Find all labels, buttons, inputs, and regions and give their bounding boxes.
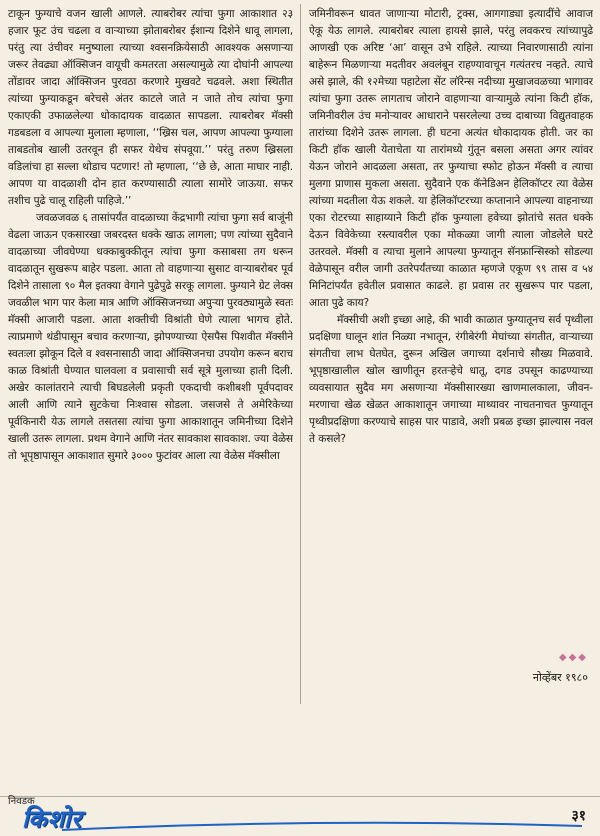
paragraph: जमिनीवरून धावत जाणाऱ्या मोटारी, ट्रक्स, आगगाड्या इत्यादींचे आवाज ऐकू येऊ लागले. त्याबरोबर त्याला हायसे झाले, परंतु लवकरच त्यांच्यापुढे आणखी एक अरिष्ट ‘आ’ वासून उभे राहिले. त्याच्या निवारणासाठी त्यांना बाहेरून मिळणाऱ्या मदतीवर अवलंबून राहण्यावाचून गत्यंतरच नव्हते. त्याचे असे झाले, की १२मेच्या पहाटेला सेंट लॉरेन्स नदीच्या मुखाजवळच्या भागावर त्यांचा फुगा उतरू लागताच जोराने वाहणाऱ्या वाऱ्यामुळे त्यांना किटी हॉक, जमिनीवरील उंच मनोऱ्यावर आधाराने पसरलेल्या उच्च दाबाच्या विद्युतवाहक तारांच्या दिशेने उतरू लागला. ही घटना अत्यंत धोकादायक होती. जर का किटी हॉक खाली येताचेता या तारांमध्ये गुंतून बसला असता अगर त्यांवर येऊन जोराने आदळला असता, तर फुग्याचा स्फोट होऊन मॅक्सी व त्याचा मुलगा प्राणास मुकला असता. सुदैवाने एक कॅनेडिअन हेलिकॉप्टर त्या वेळेस त्यांच्या मदतीला येऊ शकले. या हेलिकॉप्टरच्या कप्तानाने आपल्या वाहनाच्या एका रोटरच्या साहाय्याने किटी हॉक फुग्याला हवेच्या झोतांचे सतत धक्के देऊन विवेकेच्या रस्त्यावरील एका मोकळ्या जागी त्याला जोडलेले घरटे उतरवले. मॅक्सी व त्याचा मुलाने आपल्या फुग्यातून सॅनफ्रान्सिस्को सोडल्या वेळेपासून वरील जागी उतरेपर्यंतच्या काळात म्हणजे एकूण ९९ तास व ५४ मिनिटांपर्यंत हवेतील प्रवासात काढले. हा प्रवास तर सुखरूप पार पडला, आता पुढे काय? [309,8,593,309]
end-diamonds: ◆◆◆ [558,652,588,663]
footer-label: निवडक [8,796,35,807]
article-left-column [8,6,293,776]
footer-divider [0,796,600,797]
paragraph: मॅक्सीची अशी इच्छा आहे, की भावी काळात फुग्यातूनच सर्व पृथ्वीला प्रदक्षिणा घालून शांत निळ्या नभातून, रंगीबेरंगी मेघांच्या संगतीत, वाऱ्याच्या संगतीचा लाभ घेतघेत, दुरून अखिल जगाच्या दर्शनाचे सौख्य मिळवावे. भूपृष्ठाखालील खोल खाणीतून हरतऱ्हेचे धातू, दगड उपसून काढण्याच्या व्यवसायात सुदैव मग असणाऱ्या मॅक्सीसारख्या खाणमालकाला, जीवन-मरणाचा खेळ खेळत आकाशातून जगाच्या माथ्यावर नाचतनाचत फुग्यातून पृथ्वीप्रदक्षिणा करण्याचे साहस पार पाडावे, अशी प्रबळ इच्छा झाल्यास नवल ते कसले? [309,314,593,445]
column-divider [300,4,301,704]
kishor-logo: किशोर [22,804,82,833]
article-right-column [309,6,593,646]
footer-swoosh-decoration [62,816,582,834]
article-date: नोव्हेंबर १९८० [532,671,588,684]
page-number: ३१ [571,808,586,824]
paragraph: टाकून फुग्याचे वजन खाली आणले. त्याबरोबर त्यांचा फुगा आकाशात २३ हजार फूट उंच चढला व वाऱ्याच्या झोताबरोबर ईशान्य दिशेने धावू लागला, परंतु त्या उंचीवर मनुष्याला त्याच्या श्वसनक्रियेसाठी आवश्यक असणाऱ्या जरूर तेवढ्या ऑक्सिजन वायूची कमतरता असल्यामुळे त्या दोघांनी आपल्या तोंडावर जादा ऑक्सिजन पुरवठा करणारे मुखवटे चढवले. अशा स्थितीत त्यांच्या फुग्याकडून बरेचसे अंतर काटले जाते न जाते तोच त्यांचा फुगा एकाएकी उफाळलेल्या धोकादायक वादळात सापडला. त्याबरोबर मॅक्सी गडबडला व आपल्या मुलाला म्हणाला, ‘‘ख्रिस चल, आपण आपल्या फुग्याला ताबडतोब खाली उतरवून ही सफर येथेच संपवूया.’’ परंतु तरुण ख्रिसला वडिलांचा हा सल्ला थोडाच पटणार! तो म्हणाला, ‘‘छे छे, आता माघार नाही. आपण या वादळाशी दोन हात करण्यासाठी त्याला सामोरे जाऊया. सफर तशीच पुढे चालू राहिली पाहिजे.’’ [8,8,293,207]
paragraph: जवळजवळ ६ तासांपर्यंत वादळाच्या केंद्रभागी त्यांचा फुगा सर्व बाजूंनी वेढला जाऊन एकसारखा जबरदस्त धक्के खाऊ लागला; पण त्यांच्या सुदैवाने वादळाच्या जीवघेण्या धक्काबुक्कीतून त्यांचा फुगा कसाबसा तग धरून वादळातून सुखरूप बाहेर पडला. आता तो वाहणाऱ्या सुसाट वाऱ्याबरोबर पूर्व दिशेने तासाला ९० मैल इतक्या वेगाने पुढेपुढे सरकू लागला. फुग्याने ग्रेट लेक्स जवळील भाग पार केला मात्र आणि ऑक्सिजनच्या अपुऱ्या पुरवठ्यामुळे स्वतः मॅक्सी आजारी पडला. आता शक्तीची विश्रांती घेणे त्याला भागच होते. त्याप्रमाणे थंडीपासून बचाव करणाऱ्या, झोपण्याच्या ऐसपैस पिशवीत मॅक्सीने स्वतःला झोकून दिले व श्वसनासाठी जादा ऑक्सिजनचा उपयोग करून बराच काळ विश्रांती घेण्यात घालवला व प्रवासाची सर्व सूत्रे मुलाच्या हाती दिली. अखेर कालांतराने त्याची बिघडलेली प्रकृती एकदाची कशीबशी पूर्वपदावर आली आणि त्याने सुटकेचा निःश्वास सोडला. जसजसे ते अमेरिकेच्या पूर्वकिनारी येऊ लागले तसतसा त्यांचा फुगा आकाशातून जमिनीच्या दिशेने खाली उतरू लागला. प्रथम वेगाने आणि नंतर सावकाश सावकाश. ज्या वेळेस तो भूपृष्ठापासून आकाशात सुमारे ३००० फुटांवर आला त्या वेळेस मॅक्सीला [8,212,293,462]
